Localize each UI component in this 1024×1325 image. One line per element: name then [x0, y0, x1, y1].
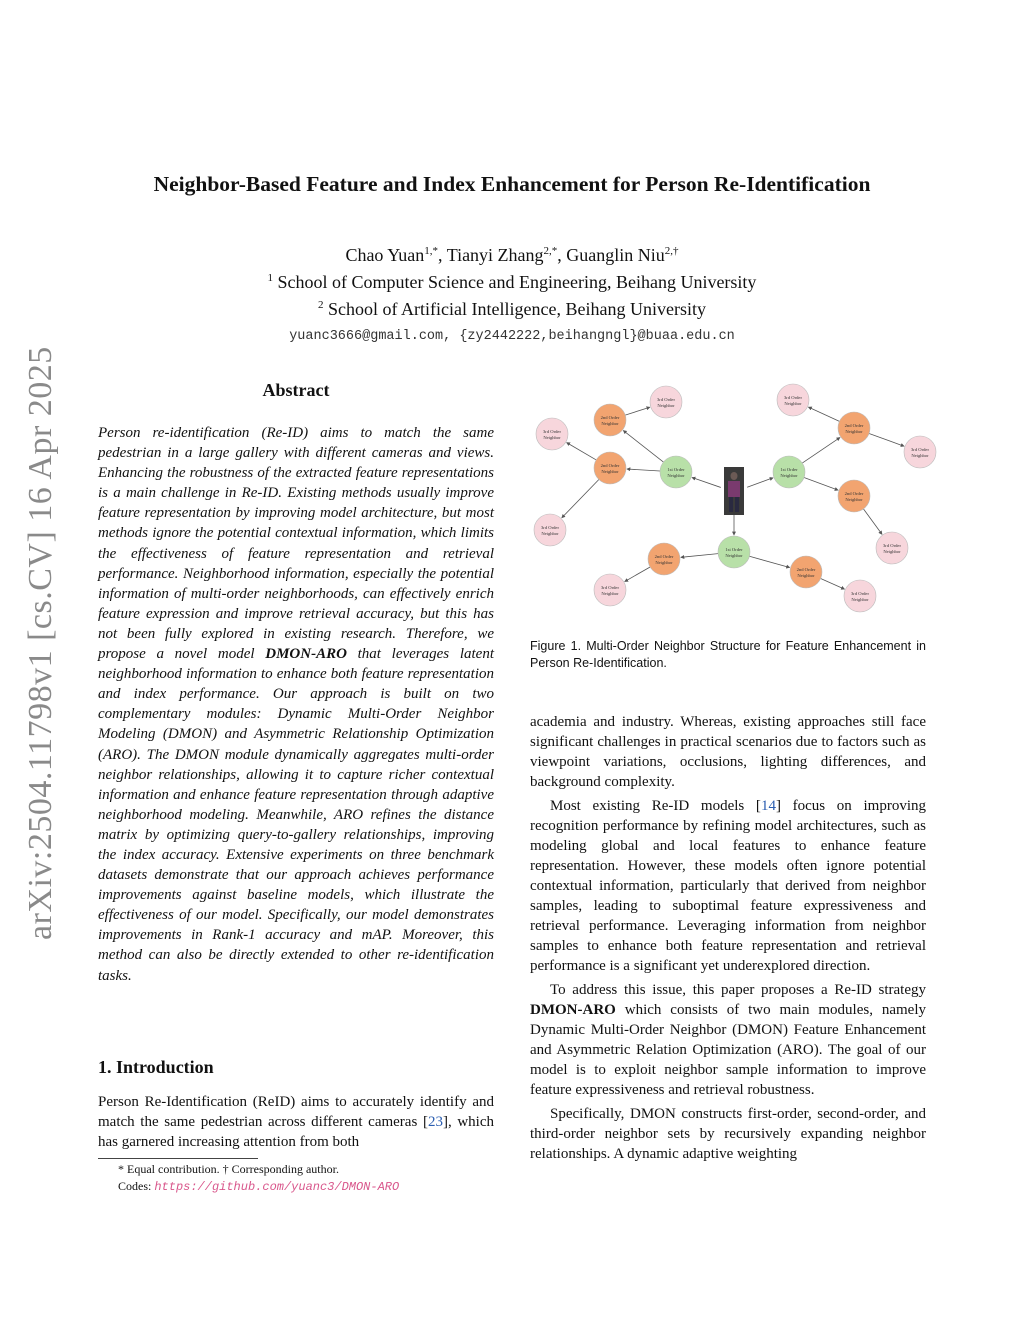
- svg-text:2nd Order: 2nd Order: [844, 491, 864, 496]
- neighbor-edge: [625, 567, 650, 582]
- svg-text:2nd Order: 2nd Order: [796, 567, 816, 572]
- author-block: [0, 240, 1024, 348]
- intro-paragraph: [98, 1092, 494, 1152]
- svg-text:1st Order: 1st Order: [725, 547, 743, 552]
- svg-text:2nd Order: 2nd Order: [844, 423, 864, 428]
- author-line: Chao Yuan$^{1,*}$, Tianyi Zhang$^{2,*}$, Guanglin Niu$^{2,\dagger}$: [345, 245, 679, 265]
- abstract-heading: Abstract: [262, 380, 330, 400]
- svg-text:Neighbor: Neighbor: [845, 497, 863, 502]
- affiliation-2: [0, 294, 1024, 321]
- query-person-image: [724, 467, 744, 515]
- model-name: DMON-ARO: [530, 1002, 616, 1018]
- intro-text: ], which has garnered increasing attention from both: [98, 1114, 495, 1150]
- svg-text:3rd Order: 3rd Order: [784, 395, 802, 400]
- neighbor-edge: [802, 438, 840, 464]
- neighbor-edge: [747, 478, 773, 487]
- second-order-neighbor-node: [594, 404, 626, 436]
- abstract-text: Person re-identification (Re-ID) aims to match the same pedestrian in a large gallery with different cameras and views. Enhancing the robustness of the extracted feature representations is a main challenge in Re-ID. Existing methods usually improve feature representation by improving model architecture, but most methods ignore the potential contextual information, which limits the effectiveness of feature representation and retrieval performance. Neighborhood information, especially the potential information of multi-order neighborhoods, can effectively enrich feature expression and improve retrieval accuracy, but this has not been fully explored in existing research. Therefore, we propose a novel model: [98, 425, 494, 663]
- first-order-neighbor-node: [660, 456, 692, 488]
- second-order-neighbor-node: [594, 452, 626, 484]
- second-order-neighbor-node: [838, 480, 870, 512]
- neighbor-edge: [627, 469, 660, 471]
- neighbor-edge: [623, 431, 663, 463]
- footnote-contribution: * Equal contribution. † Corresponding author.: [118, 1162, 339, 1176]
- second-order-neighbor-node: [838, 412, 870, 444]
- neighbor-edge: [692, 478, 721, 488]
- neighbor-structure-figure: [526, 372, 946, 627]
- arxiv-identifier: arXiv:2504.11798v1 [cs.CV] 16 Apr 2025: [22, 346, 59, 940]
- right-column-text: [530, 712, 926, 1168]
- intro-text: Person Re-Identification (ReID) aims to accurately identify and match the same pedestrian across different cameras [: [98, 1094, 494, 1130]
- third-order-neighbor-node: [876, 532, 908, 564]
- neighbor-edge: [625, 407, 650, 415]
- author-name: Tianyi Zhang: [446, 245, 544, 265]
- first-order-neighbor-node: [718, 536, 750, 568]
- svg-text:Neighbor: Neighbor: [667, 473, 685, 478]
- svg-text:Neighbor: Neighbor: [601, 591, 619, 596]
- footnote-rule: [98, 1158, 258, 1159]
- author-name: Guanglin Niu: [566, 245, 665, 265]
- figure-caption: Figure 1. Multi-Order Neighbor Structure for Feature Enhancement in Person Re-Identification.: [530, 639, 926, 670]
- neighbor-edge: [804, 478, 838, 491]
- author-name: Chao Yuan: [345, 245, 425, 265]
- author-emails: yuanc3666@gmail.com, {zy2442222,beihangngl}@buaa.edu.cn: [289, 329, 735, 344]
- svg-text:3rd Order: 3rd Order: [601, 585, 619, 590]
- affiliation-1: [0, 267, 1024, 294]
- codes-label: Codes:: [118, 1179, 152, 1193]
- citation-link[interactable]: 14: [760, 798, 776, 814]
- svg-text:1st Order: 1st Order: [780, 467, 798, 472]
- svg-text:Neighbor: Neighbor: [601, 421, 619, 426]
- svg-text:1st Order: 1st Order: [667, 467, 685, 472]
- abstract-body: [98, 423, 494, 986]
- neighbor-edge: [863, 509, 882, 534]
- section-heading-introduction: 1. Introduction: [98, 1057, 214, 1077]
- footnote-code: [118, 1178, 399, 1196]
- svg-text:Neighbor: Neighbor: [851, 597, 869, 602]
- affil-mark: 1: [267, 272, 274, 284]
- citation-link[interactable]: 23: [427, 1114, 443, 1130]
- svg-text:Neighbor: Neighbor: [541, 531, 559, 536]
- svg-text:Neighbor: Neighbor: [655, 560, 673, 565]
- abstract-text: that leverages latent neighborhood information to enhance both feature representation and index performance. Our approach is built on two complementary modules: Dynamic Multi-Order Neighbor Modeling (DMON) and Asymmetric Relationship Optimization (ARO). The DMON module dynamically aggregates multi-order neighbor relationships, allowing it to capture richer contextual information and enhance feature representation through adaptive neighborhood modeling. Meanwhile, ARO refines the distance matrix by optimizing query-to-gallery relationships, improving the index accuracy. Extensive experiments on three benchmark datasets demonstrate that our approach achieves performance improvements against baseline models, which illustrate the effectiveness of our model. Specifically, our model demonstrates improvements in Rank-1 accuracy and mAP. Moreover, this method can also be directly extended to other re-identification tasks.: [98, 646, 494, 984]
- svg-text:Neighbor: Neighbor: [601, 469, 619, 474]
- para-text: ] focus on improving recognition performance by refining model architectures, such as modeling global and local features to enhance feature representation. However, these models often ignore potential contextual information, particularly that derived from neighbor samples, leading to suboptimal feature expressiveness and retrieval performance. Leveraging information from neighbor samples to enhance both feature representation and retrieval performance is a significant yet underexplored direction.: [530, 798, 927, 974]
- first-order-neighbor-node: [773, 456, 805, 488]
- paragraph: academia and industry. Whereas, existing approaches still face significant challenges in practical scenarios due to factors such as viewpoint variations, occlusions, lighting differences, and background complexity.: [530, 714, 926, 790]
- paragraph: [530, 980, 926, 1100]
- svg-text:3rd Order: 3rd Order: [883, 543, 901, 548]
- paragraph: [530, 796, 926, 976]
- svg-text:2nd Order: 2nd Order: [654, 554, 674, 559]
- author-affil-mark: 2,*: [543, 245, 558, 257]
- neighbor-edge: [681, 554, 718, 558]
- affiliation-text: School of Artificial Intelligence, Beihang University: [328, 299, 706, 319]
- second-order-neighbor-node: [790, 556, 822, 588]
- paragraph: Specifically, DMON constructs first-order, second-order, and third-order neighbor sets by recursively expanding neighbor relationships. A dynamic adaptive weighting: [530, 1106, 926, 1162]
- svg-text:3rd Order: 3rd Order: [911, 447, 929, 452]
- neighbor-edge: [869, 433, 904, 446]
- neighbor-edge: [562, 479, 599, 517]
- neighbor-edge: [567, 443, 597, 460]
- third-order-neighbor-node: [536, 418, 568, 450]
- affiliation-text: School of Computer Science and Engineering, Beihang University: [277, 272, 757, 292]
- model-name: DMON-ARO: [265, 646, 347, 663]
- svg-text:3rd Order: 3rd Order: [543, 429, 561, 434]
- svg-text:2nd Order: 2nd Order: [600, 463, 620, 468]
- svg-text:Neighbor: Neighbor: [780, 473, 798, 478]
- third-order-neighbor-node: [594, 574, 626, 606]
- svg-text:2nd Order: 2nd Order: [600, 415, 620, 420]
- paper-title: Neighbor-Based Feature and Index Enhancement for Person Re-Identification: [153, 172, 871, 196]
- svg-text:3rd Order: 3rd Order: [541, 525, 559, 530]
- third-order-neighbor-node: [844, 580, 876, 612]
- svg-text:Neighbor: Neighbor: [911, 453, 929, 458]
- svg-text:Neighbor: Neighbor: [784, 401, 802, 406]
- third-order-neighbor-node: [650, 386, 682, 418]
- svg-text:Neighbor: Neighbor: [725, 553, 743, 558]
- neighbor-edge: [808, 407, 839, 421]
- author-affil-mark: 1,*: [424, 245, 439, 257]
- svg-text:Neighbor: Neighbor: [797, 573, 815, 578]
- third-order-neighbor-node: [777, 384, 809, 416]
- third-order-neighbor-node: [534, 514, 566, 546]
- code-url-link[interactable]: https://github.com/yuanc3/DMON-ARO: [154, 1180, 400, 1194]
- para-text: which consists of two main modules, namely Dynamic Multi-Order Neighbor (DMON) Feature Enhancement and Asymmetric Relation Optimization (ARO). The goal of our model is to exploit neighbor sample information to improve feature expressiveness and retrieval robustness.: [530, 1002, 926, 1098]
- svg-text:Neighbor: Neighbor: [845, 429, 863, 434]
- third-order-neighbor-node: [904, 436, 936, 468]
- svg-text:Neighbor: Neighbor: [657, 403, 675, 408]
- para-text: To address this issue, this paper proposes a Re-ID strategy: [550, 982, 926, 998]
- svg-text:Neighbor: Neighbor: [883, 549, 901, 554]
- neighbor-edge: [749, 556, 789, 567]
- svg-text:3rd Order: 3rd Order: [657, 397, 675, 402]
- para-text: Most existing Re-ID models [: [550, 798, 761, 814]
- affil-mark: 2: [318, 299, 324, 311]
- neighbor-edge: [821, 578, 845, 589]
- svg-text:Neighbor: Neighbor: [543, 435, 561, 440]
- svg-text:3rd Order: 3rd Order: [851, 591, 869, 596]
- second-order-neighbor-node: [648, 543, 680, 575]
- author-affil-mark: 2,†: [664, 245, 679, 257]
- footnotes: [118, 1161, 399, 1196]
